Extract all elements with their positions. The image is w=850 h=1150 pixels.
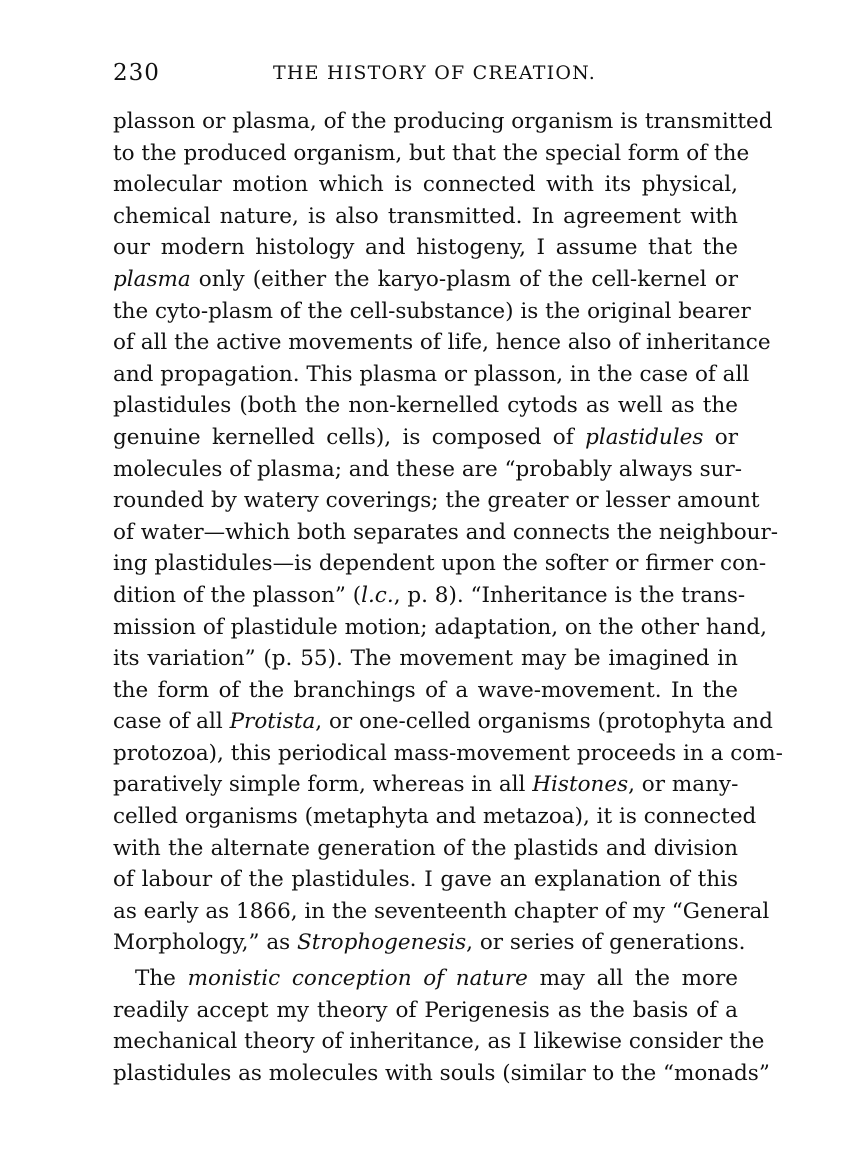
- text-line: rounded by watery coverings; the greater or lesser amount: [113, 488, 760, 514]
- text-line: celled organisms (metaphyta and metazoa), it is connected: [113, 804, 757, 830]
- text-line: The monistic conception of nature may all the more: [135, 966, 739, 992]
- paragraph: [113, 963, 770, 1089]
- running-head: [113, 60, 738, 90]
- page-number: 230: [113, 60, 160, 86]
- text-line: our modern histology and histogeny, I assume that the: [113, 235, 738, 261]
- text-line: ing plastidules—is dependent upon the softer or firmer con-: [113, 551, 767, 577]
- text-line: readily accept my theory of Perigenesis as the basis of a: [113, 997, 738, 1023]
- text-line: plasson or plasma, of the producing organism is transmitted: [113, 109, 773, 134]
- text-line: paratively simple form, whereas in all Histones, or many-: [113, 772, 739, 798]
- text-line: plasma only (either the karyo-plasm of the cell-kernel or: [113, 266, 738, 292]
- paragraph: [113, 106, 783, 959]
- text-line: molecular motion which is connected with its physical,: [113, 172, 738, 198]
- text-line: the form of the branchings of a wave-movement. In the: [113, 677, 738, 703]
- text-line: plastidules as molecules with souls (similar to the “monads”: [113, 1060, 770, 1086]
- text-line: chemical nature, is also transmitted. In agreement with: [113, 203, 738, 229]
- text-line: mechanical theory of inheritance, as I likewise consider the: [113, 1029, 765, 1055]
- text-line: Morphology,” as Strophogenesis, or series of generations.: [113, 930, 746, 956]
- text-line: mission of plastidule motion; adaptation, on the other hand,: [113, 614, 767, 640]
- text-line: of labour of the plastidules. I gave an explanation of this: [113, 867, 738, 893]
- text-line: of water—which both separates and connects the neighbour-: [113, 519, 779, 545]
- text-line: its variation” (p. 55). The movement may be imagined in: [113, 646, 738, 672]
- text-line: molecules of plasma; and these are “probably always sur-: [113, 456, 743, 482]
- text-line: protozoa), this periodical mass-movement proceeds in a com-: [113, 740, 783, 766]
- text-line: case of all Protista, or one-celled organisms (protophyta and: [113, 709, 773, 735]
- text-line: and propagation. This plasma or plasson, in the case of all: [113, 361, 750, 387]
- text-line: genuine kernelled cells), is composed of plastidules or: [113, 424, 739, 450]
- text-line: of all the active movements of life, hence also of inheritance: [113, 330, 771, 356]
- body-text: [113, 106, 783, 1089]
- text-line: the cyto-plasm of the cell-substance) is the original bearer: [113, 298, 751, 324]
- text-line: plastidules (both the non-kernelled cytods as well as the: [113, 393, 738, 419]
- text-line: with the alternate generation of the plastids and division: [113, 835, 738, 861]
- running-title: THE HISTORY OF CREATION.: [273, 62, 596, 84]
- text-line: to the produced organism, but that the special form of the: [113, 140, 750, 166]
- text-line: dition of the plasson” (l.c., p. 8). “Inheritance is the trans-: [113, 582, 746, 608]
- text-line: as early as 1866, in the seventeenth chapter of my “General: [113, 898, 770, 924]
